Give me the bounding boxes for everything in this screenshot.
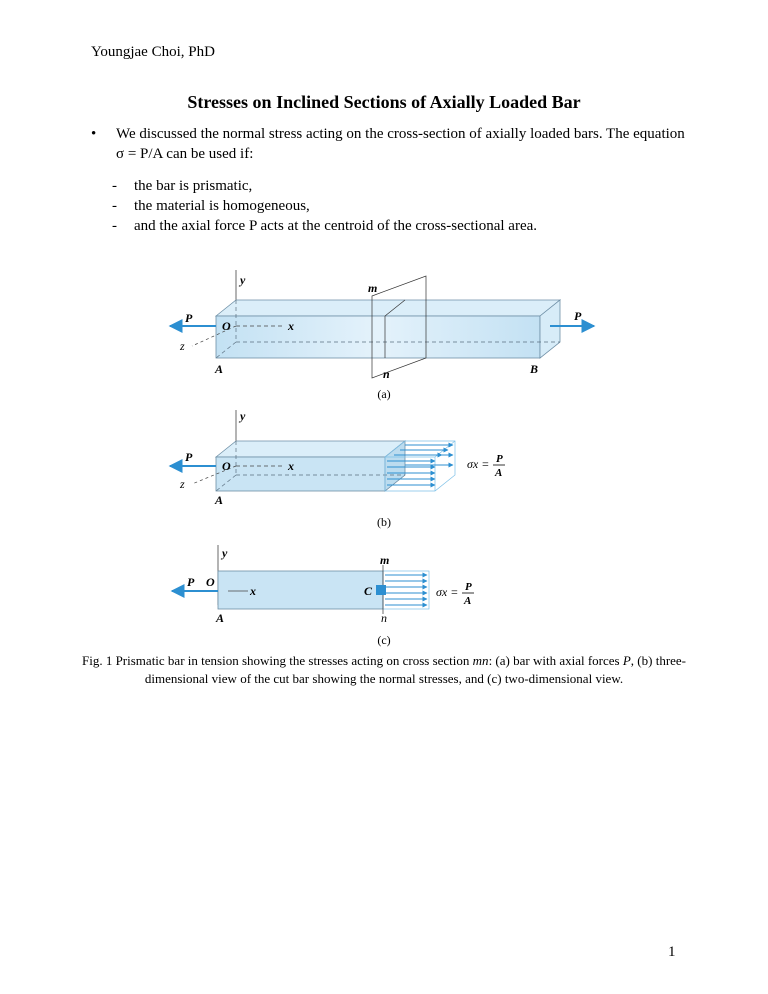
label-y: y <box>240 273 246 287</box>
label-m: m <box>368 281 378 295</box>
label-n: n <box>383 367 390 381</box>
label-z: z <box>180 339 185 353</box>
label-o: O <box>222 319 231 333</box>
label-p-left: P <box>185 450 193 464</box>
label-c: C <box>364 584 373 598</box>
label-m: m <box>380 553 390 567</box>
figure-a <box>170 270 594 401</box>
figure-caption: Fig. 1 Prismatic bar in tension showing the stresses acting on cross section mn: (a) bar with axial forces P, (b) three-dimensional view of the cut bar showing the normal stresses, and (c) two-dimensional view. <box>81 653 687 686</box>
bullet-icon: • <box>91 126 97 142</box>
condition-text: the material is homogeneous, <box>134 198 310 214</box>
fraction-numerator: P <box>496 453 503 465</box>
figure-c-label: (c) <box>377 633 391 647</box>
label-a: A <box>216 611 225 625</box>
fraction-denominator: A <box>495 467 503 479</box>
fraction-denominator: A <box>464 595 472 607</box>
page-number: 1 <box>668 944 676 960</box>
label-x: x <box>288 319 294 333</box>
sigma-label: σx = <box>467 457 490 471</box>
label-o: O <box>206 575 215 589</box>
bar-front-face <box>216 457 385 491</box>
stress-block-outline <box>383 571 429 609</box>
page-title: Stresses on Inclined Sections of Axially Loaded Bar <box>187 92 581 112</box>
label-x: x <box>288 459 294 473</box>
dash-icon: - <box>112 218 117 234</box>
bar-front-face <box>216 316 540 358</box>
bar-2d-view <box>218 571 383 609</box>
figure-b-label: (b) <box>377 515 391 529</box>
condition-text: and the axial force P acts at the centroid of the cross-sectional area. <box>134 218 538 234</box>
intro-text: We discussed the normal stress acting on the cross-section of axially loaded bars. The equation σ = P/A can be used if: <box>116 126 685 162</box>
label-a: A <box>215 362 224 376</box>
dash-icon: - <box>112 178 117 194</box>
label-o: O <box>222 459 231 473</box>
page-header-author: Youngjae Choi, PhD <box>91 44 215 60</box>
figure-a-label: (a) <box>377 387 391 401</box>
label-p-right: P <box>574 309 582 323</box>
sigma-label: σx = <box>436 585 459 599</box>
normal-stress-arrows <box>385 575 427 605</box>
figure-b <box>170 409 505 529</box>
label-b: B <box>530 362 539 376</box>
label-a: A <box>215 493 224 507</box>
dash-icon: - <box>112 198 117 214</box>
condition-text: the bar is prismatic, <box>134 178 253 194</box>
fraction-numerator: P <box>465 581 472 593</box>
label-p-left: P <box>187 575 195 589</box>
label-z: z <box>180 477 185 491</box>
label-n: n <box>381 611 387 625</box>
figure-c <box>172 545 474 647</box>
label-y: y <box>240 409 246 423</box>
label-y: y <box>222 546 228 560</box>
bar-top-face <box>216 441 405 457</box>
label-x: x <box>250 584 256 598</box>
label-p-left: P <box>185 311 193 325</box>
centroid-marker <box>376 585 386 595</box>
